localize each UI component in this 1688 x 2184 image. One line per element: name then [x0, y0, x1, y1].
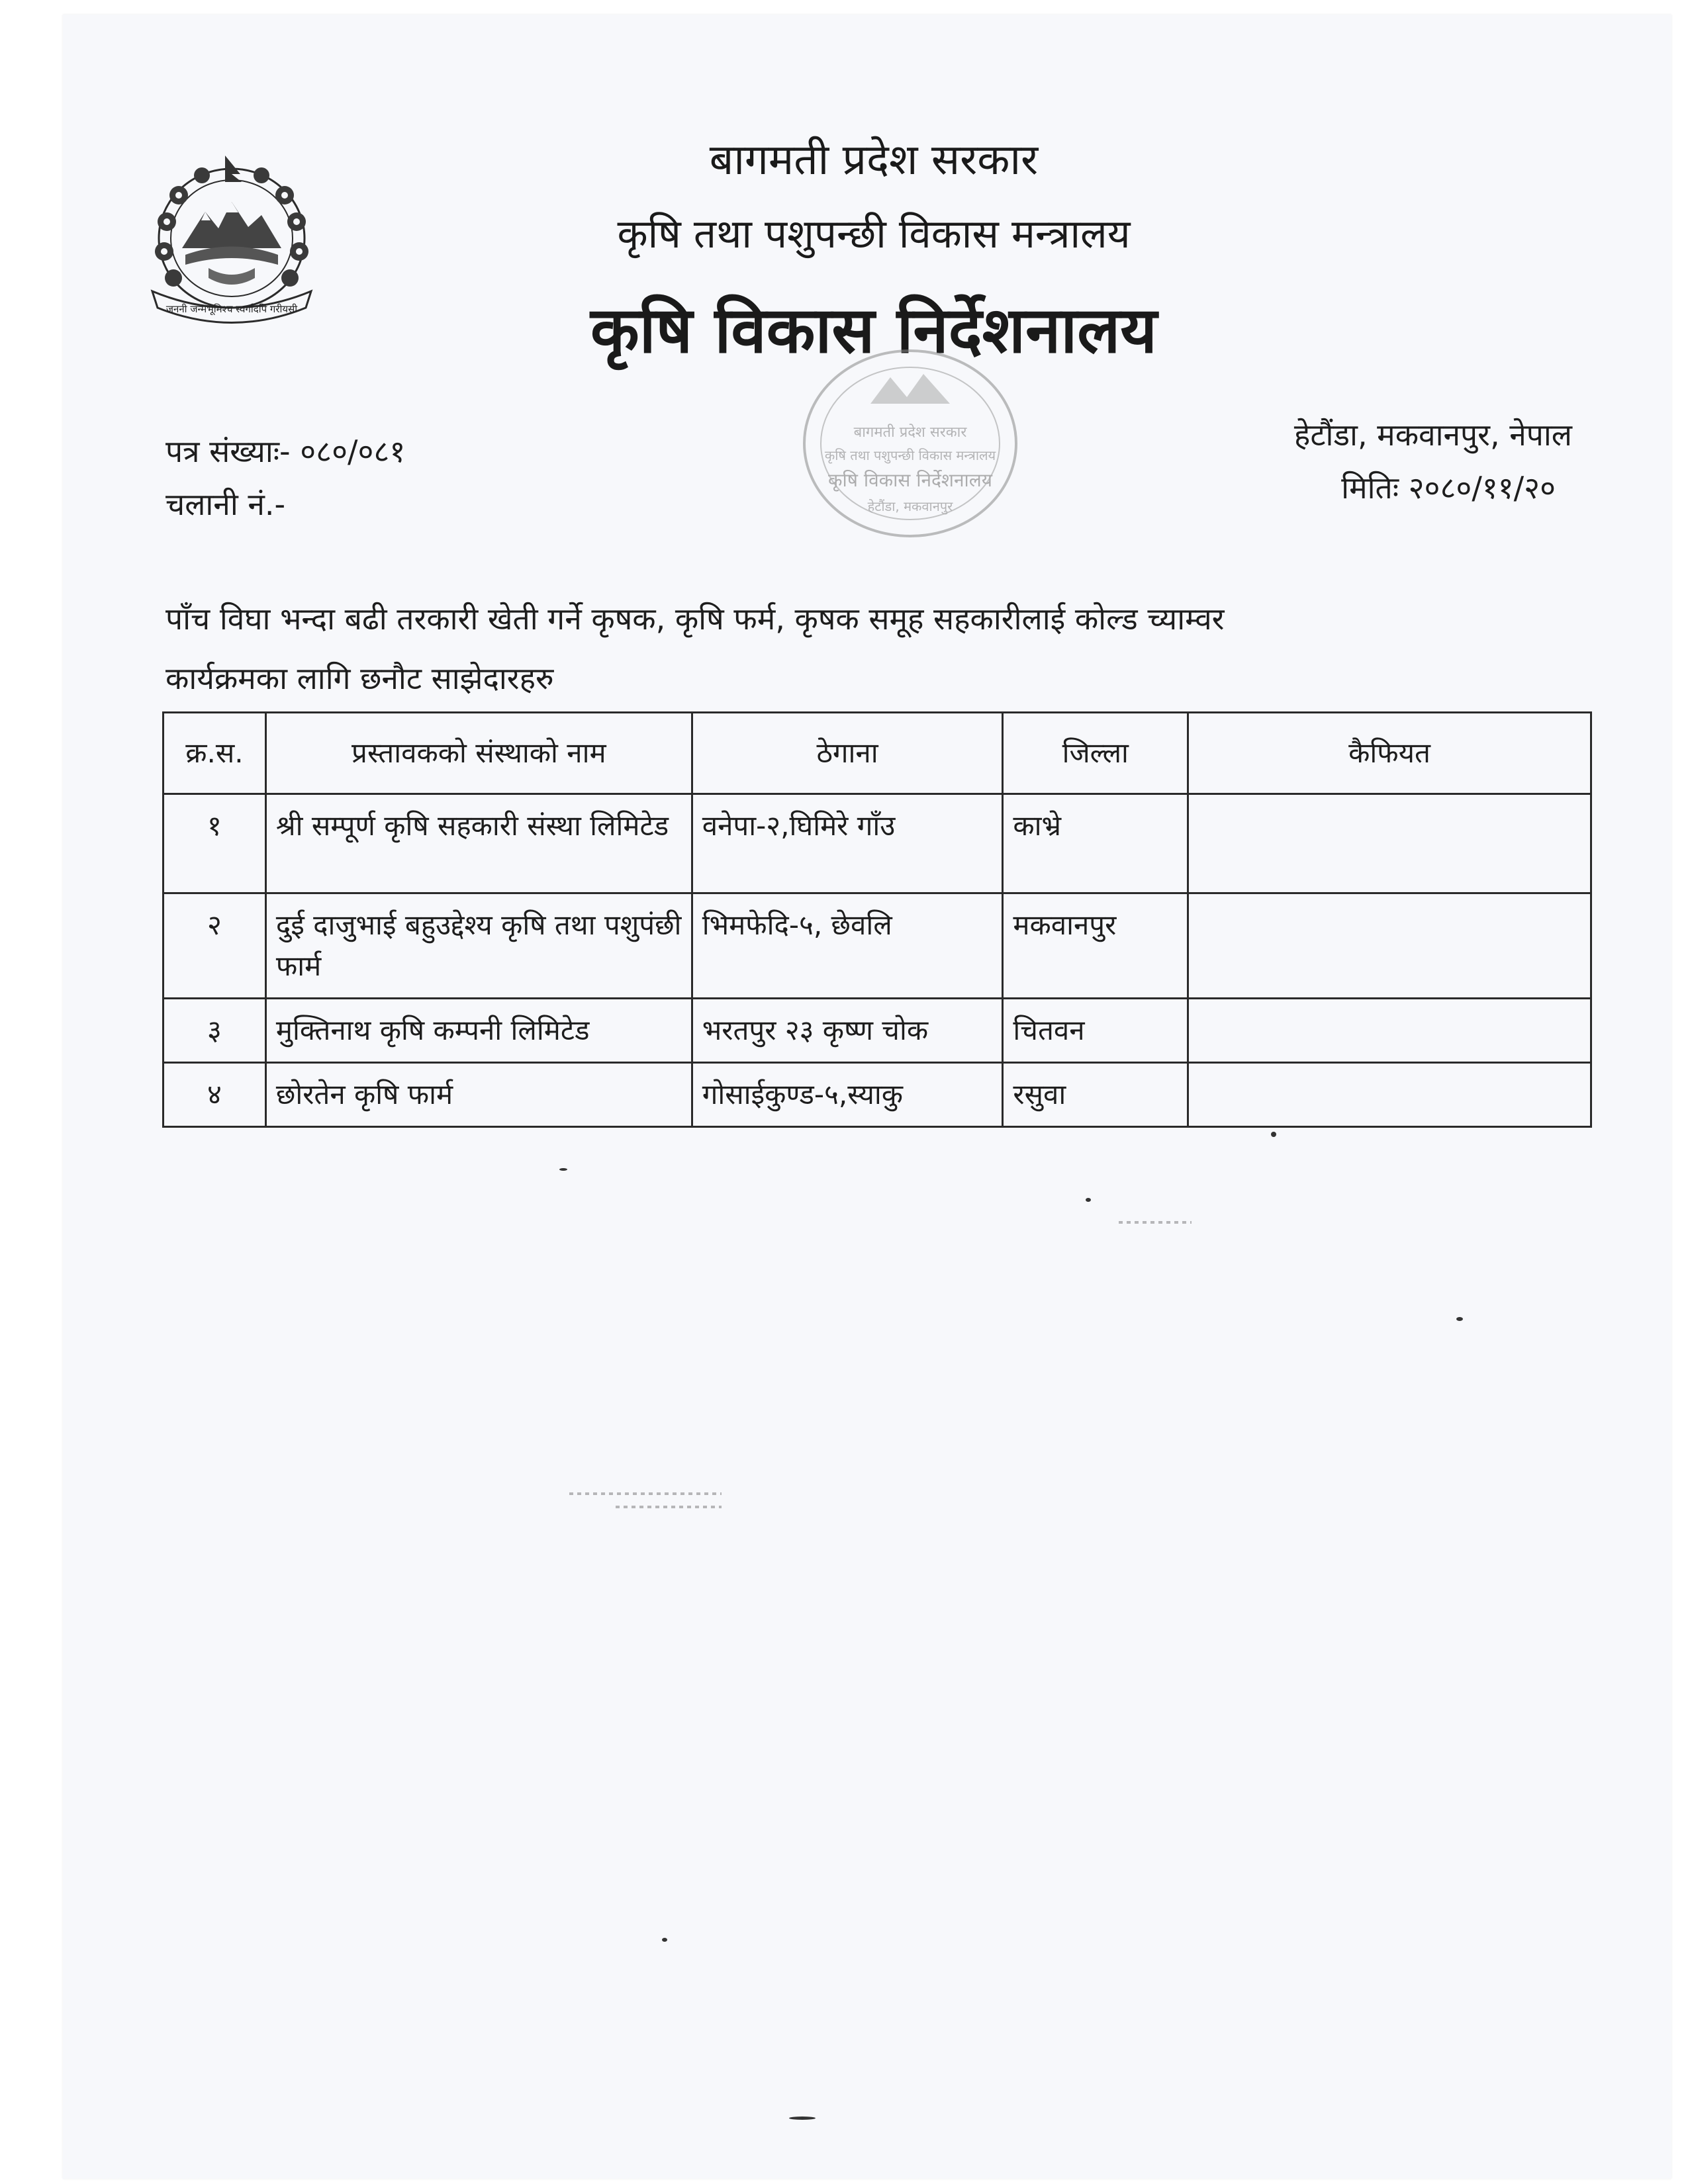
- cell-address: भिमफेदि-५, छेवलि: [692, 893, 1003, 999]
- dispatch-number: चलानी नं.-: [165, 486, 286, 522]
- stamp-line-4: हेटौंडा, मकवानपुर: [867, 498, 953, 514]
- table-header-row: [164, 713, 1591, 794]
- col-header-remarks: कैफियत: [1188, 713, 1591, 794]
- stamp-line-1: बागमती प्रदेश सरकार: [853, 424, 967, 441]
- cell-district: रसुवा: [1003, 1063, 1188, 1127]
- cell-address: गोसाईकुण्ड-५,स्याकु: [692, 1063, 1003, 1127]
- subject-line-1: पाँच विघा भन्दा बढी तरकारी खेती गर्ने कृषक, कृषि फर्म, कृषक समूह सहकारीलाई कोल्ड च्याम्वर: [165, 601, 1225, 637]
- table-row: [164, 999, 1591, 1063]
- col-header-district: जिल्ला: [1003, 713, 1188, 794]
- header-ministry: कृषि तथा पशुपन्छी विकास मन्त्रालय: [617, 211, 1131, 257]
- table-row: [164, 794, 1591, 893]
- cell-remarks: [1188, 1063, 1591, 1127]
- subject-text: [165, 589, 1589, 708]
- cell-name: श्री सम्पूर्ण कृषि सहकारी संस्था लिमिटेड: [265, 794, 692, 893]
- cell-sn: ३: [164, 999, 266, 1063]
- scan-speck: [789, 2116, 816, 2120]
- header-directorate: कृषि विकास निर्देशनालय: [590, 293, 1157, 367]
- cell-district: मकवानपुर: [1003, 893, 1188, 999]
- col-header-sn: क्र.स.: [164, 713, 266, 794]
- scan-speck: [662, 1938, 667, 1942]
- stamp-line-3: कृषि विकास निर्देशनालय: [828, 469, 992, 491]
- table-row: [164, 893, 1591, 999]
- cell-remarks: [1188, 794, 1591, 893]
- subject-line-2: कार्यक्रमका लागि छनौट साझेदारहरु: [165, 660, 554, 696]
- scan-speck: [559, 1168, 567, 1171]
- cell-name: दुई दाजुभाई बहुउद्देश्य कृषि तथा पशुपंछी फार्म: [265, 893, 692, 999]
- header-province: बागमती प्रदेश सरकार: [709, 136, 1039, 185]
- scan-smudge: [569, 1492, 722, 1495]
- cell-remarks: [1188, 893, 1591, 999]
- scan-speck: [1271, 1132, 1276, 1137]
- stamp-line-2: कृषि तथा पशुपन्छी विकास मन्त्रालय: [824, 447, 996, 463]
- col-header-address: ठेगाना: [692, 713, 1003, 794]
- cell-sn: २: [164, 893, 266, 999]
- col-header-name: प्रस्तावकको संस्थाको नाम: [265, 713, 692, 794]
- letter-date: मितिः २०८०/११/२०: [1341, 470, 1556, 506]
- cell-district: काभ्रे: [1003, 794, 1188, 893]
- cell-address: भरतपुर २३ कृष्ण चोक: [692, 999, 1003, 1063]
- office-location: हेटौंडा, मकवानपुर, नेपाल: [1293, 417, 1572, 453]
- scan-speck: [1456, 1317, 1463, 1321]
- cell-sn: १: [164, 794, 266, 893]
- cell-remarks: [1188, 999, 1591, 1063]
- scan-smudge: [616, 1506, 722, 1508]
- table-row: [164, 1063, 1591, 1127]
- cell-district: चितवन: [1003, 999, 1188, 1063]
- reference-number: पत्र संख्याः- ०८०/०८१: [165, 433, 406, 469]
- cell-sn: ४: [164, 1063, 266, 1127]
- office-stamp-icon: [791, 338, 1029, 549]
- cell-address: वनेपा-२,घिमिरे गाँउ: [692, 794, 1003, 893]
- cell-name: छोरतेन कृषि फार्म: [265, 1063, 692, 1127]
- emblem-motto: जननी जन्मभूमिश्च स्वर्गादपि गरीयसी: [165, 303, 298, 315]
- scan-speck: [1086, 1198, 1091, 1202]
- scan-smudge: [1119, 1221, 1192, 1224]
- partners-table: [162, 711, 1592, 1128]
- cell-name: मुक्तिनाथ कृषि कम्पनी लिमिटेड: [265, 999, 692, 1063]
